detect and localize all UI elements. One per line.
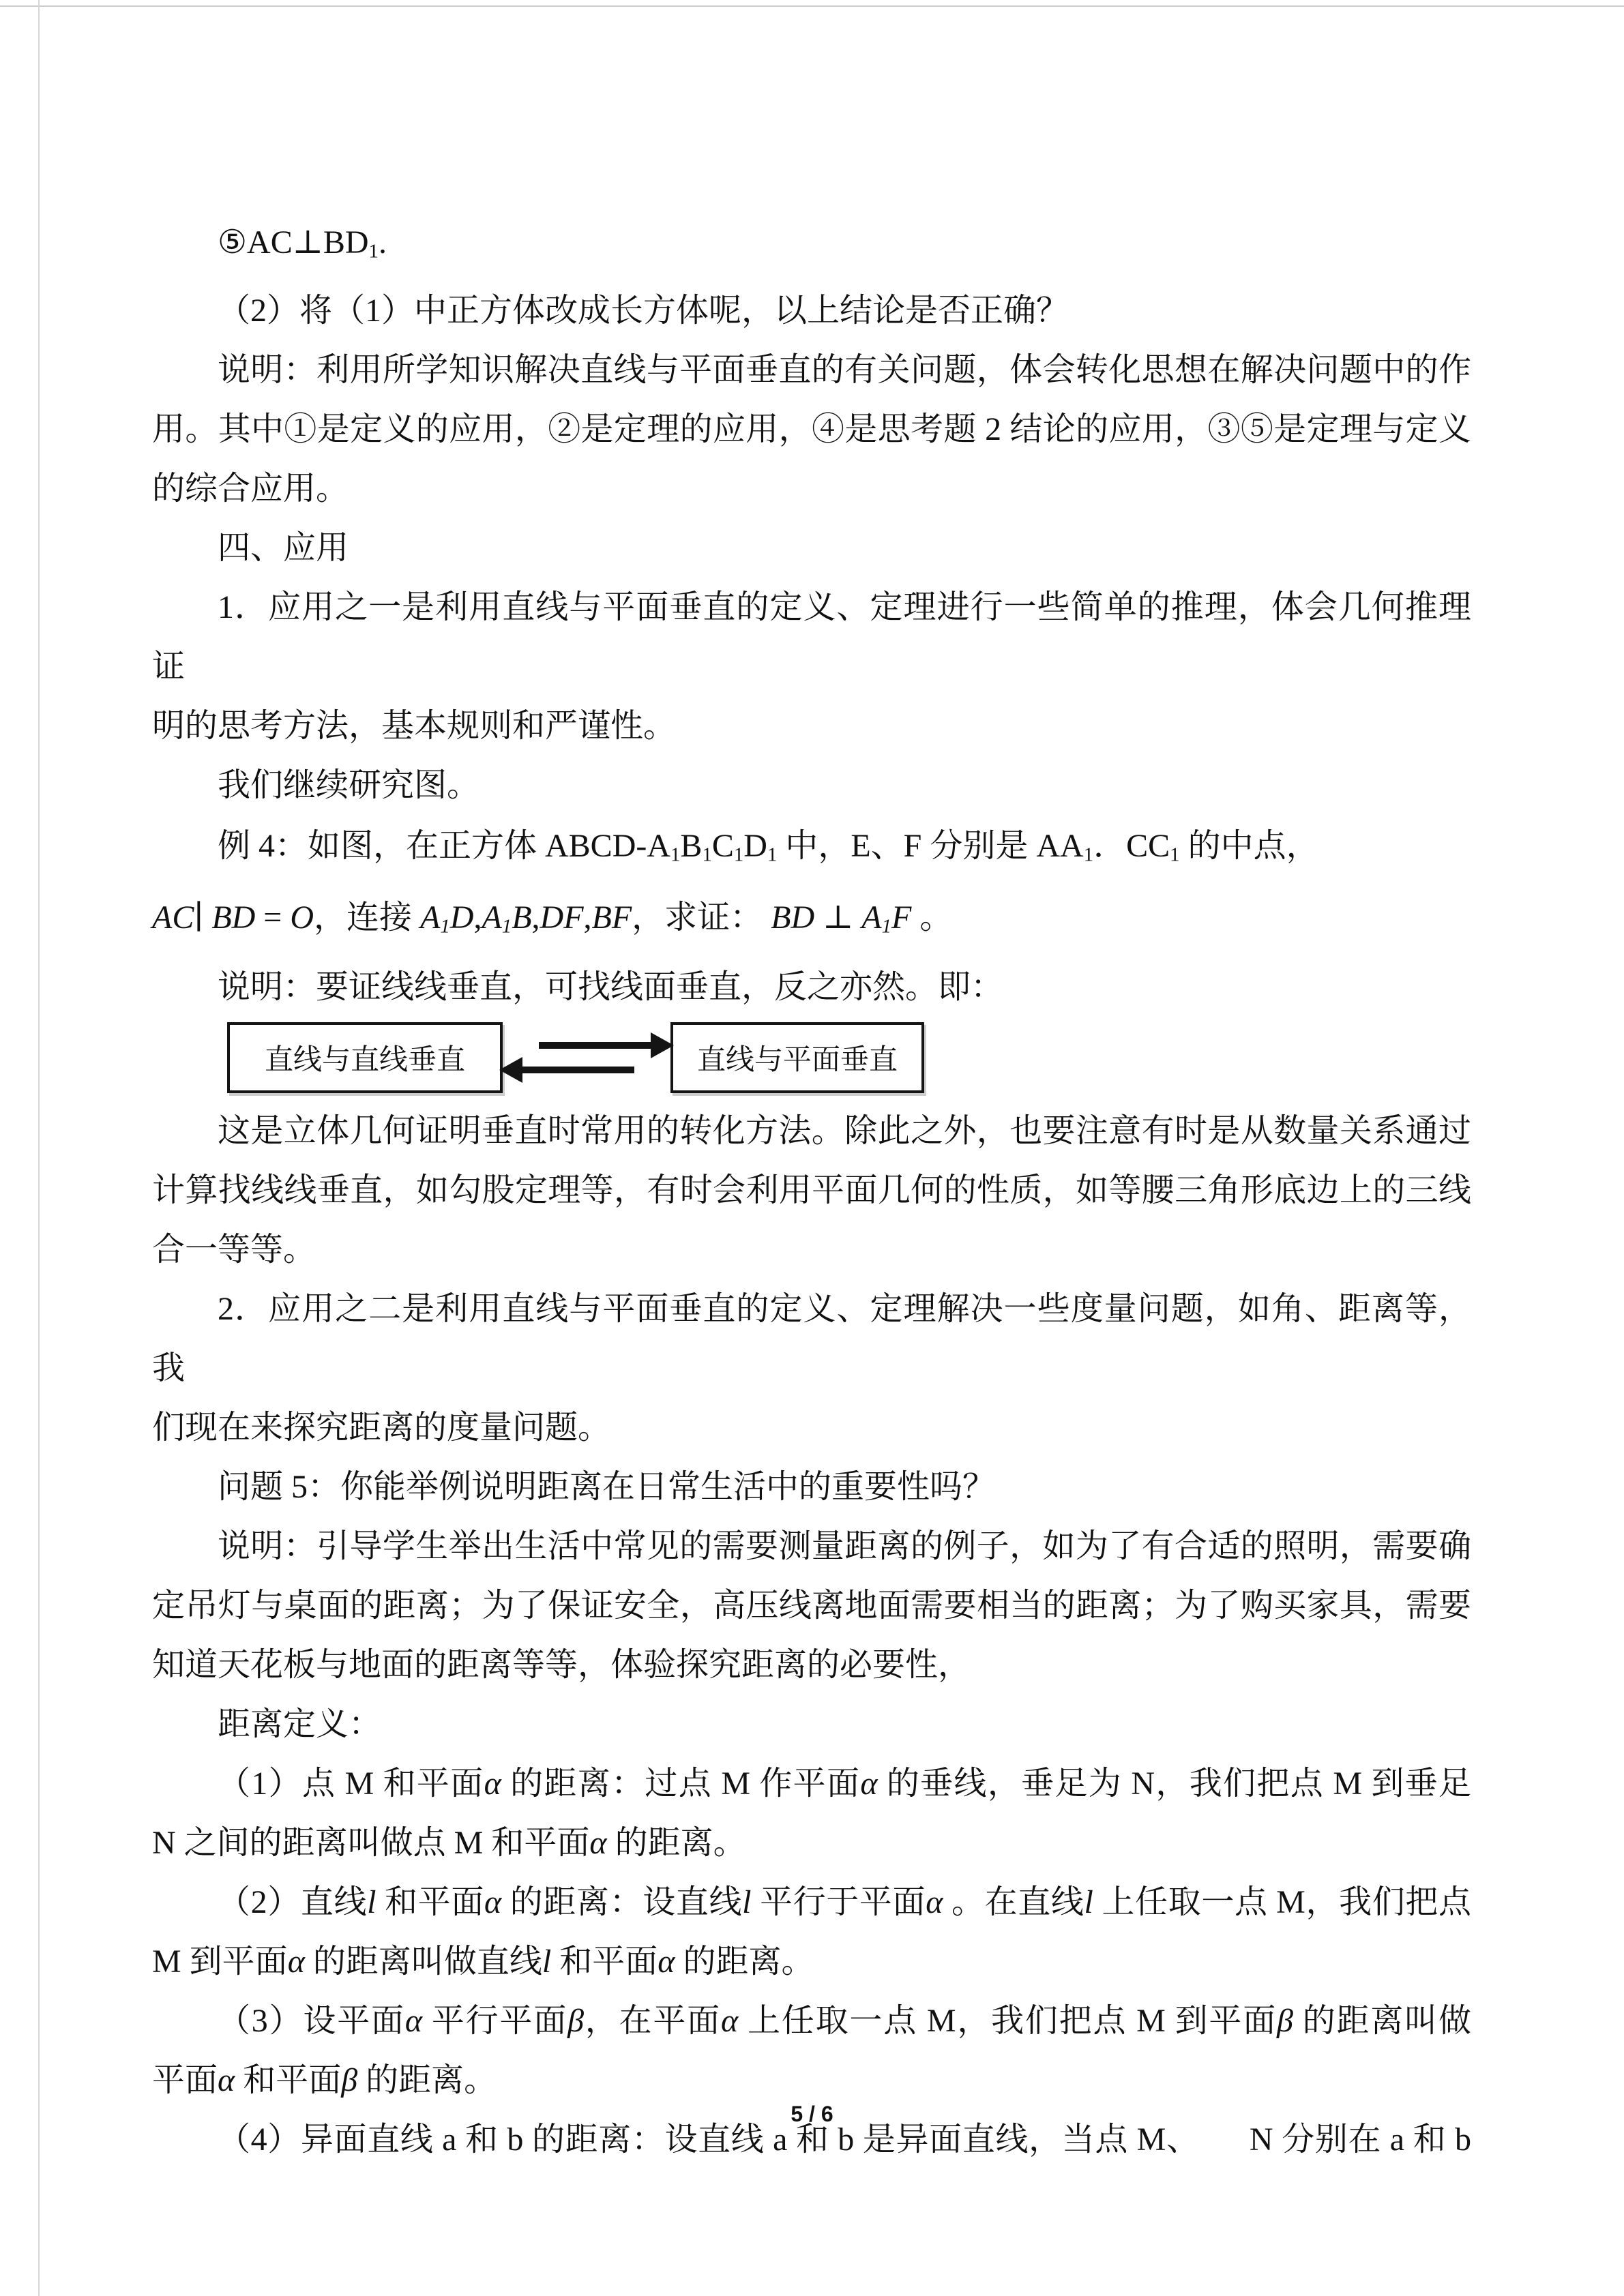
text-line <box>152 756 1471 815</box>
text-run: 定吊灯与桌面的距离；为了保证安全，高压线离地面需要相当的距离；为了购买家具，需要 <box>152 1587 1471 1624</box>
note-line <box>152 1517 1471 1576</box>
page-number: 5 / 6 <box>791 2102 833 2126</box>
flowchart <box>227 1021 1471 1094</box>
text-run: 的距离：设直线 <box>501 1883 743 1920</box>
text-run: 问题 5：你能举例说明距离在日常生活中的重要性吗？ <box>218 1468 996 1505</box>
math-run: α <box>484 1765 501 1802</box>
text-run: 距离定义： <box>218 1705 382 1742</box>
text-run: 说明：利用所学知识解决直线与平面垂直的有关问题，体会转化思想在解决问题中的作 <box>218 352 1471 389</box>
text-run: 知道天花板与地面的距离等等，体验探究距离的必要性， <box>152 1646 971 1683</box>
math-run: D <box>449 899 474 936</box>
math-run: BF <box>591 899 632 936</box>
note-line <box>152 1635 1471 1695</box>
text-run: 和平面 <box>376 1883 484 1920</box>
text-run: M 到平面 <box>152 1943 288 1980</box>
math-run: β <box>341 2061 358 2098</box>
math-run: 1 <box>1170 844 1180 866</box>
math-run: α <box>721 2002 739 2039</box>
text-run: , <box>583 899 592 936</box>
transform-note-line <box>152 1101 1471 1161</box>
text-run: 的距离叫做直线 <box>304 1943 542 1980</box>
text-run: 四、应用 <box>218 530 349 567</box>
math-run: AC <box>152 899 194 936</box>
text-run: C <box>711 828 734 865</box>
math-run: α <box>658 1943 675 1980</box>
text-run: 说明：要证线线垂直，可找线面垂直，反之亦然。即： <box>218 968 1004 1005</box>
text-run: 中，E、F 分别是 AA <box>777 828 1084 865</box>
example-4-line <box>152 815 1471 886</box>
text-run: ⊥ <box>814 899 862 936</box>
text-run: 和平面 <box>235 2061 342 2098</box>
formula-line <box>152 886 1471 957</box>
text-run: 例 4：如图，在正方体 ABCD-A <box>218 828 671 865</box>
text-run: 合一等等。 <box>152 1231 316 1268</box>
math-run: α <box>218 2061 235 2098</box>
text-run: 说明：引导学生举出生活中常见的需要测量距离的例子，如为了有合适的照明，需要确 <box>218 1527 1471 1564</box>
math-run: α <box>860 1765 878 1802</box>
question-2-line <box>152 281 1471 340</box>
math-run: l <box>1084 1883 1093 1920</box>
distance-def-1-line <box>152 1813 1471 1873</box>
flowchart-arrows <box>503 1042 670 1073</box>
right-arrow-icon <box>539 1042 652 1049</box>
problem-5-line <box>152 1457 1471 1517</box>
math-run: α <box>589 1824 607 1861</box>
conclusion-item-5-line <box>152 213 1471 281</box>
text-run: 我们继续研究图。 <box>218 767 480 804</box>
scan-edge-top <box>0 5 1624 7</box>
text-run: 2．应用之二是利用直线与平面垂直的定义、定理解决一些度量问题，如角、距离等，我 <box>152 1290 1471 1386</box>
math-run: l <box>742 1883 752 1920</box>
text-run: ∣ <box>194 899 212 936</box>
note-line <box>152 459 1471 518</box>
text-run: 。 <box>911 899 953 936</box>
note-line <box>152 957 1471 1017</box>
math-run: BD <box>771 899 815 936</box>
text-run: （2）直线 <box>218 1883 368 1920</box>
distance-def-heading <box>152 1695 1471 1754</box>
math-run: l <box>367 1883 377 1920</box>
math-run: α <box>404 2002 423 2039</box>
application-2-line <box>152 1279 1471 1398</box>
flowchart-box-line-line-perpendicular: 直线与直线垂直 <box>227 1022 503 1093</box>
distance-def-2-line <box>152 1873 1471 1932</box>
text-run: 的距离。 <box>606 1824 746 1861</box>
text-run: 和平面 <box>551 1943 658 1980</box>
text-run: ，连接 <box>314 899 421 936</box>
text-run: N 分别在 a 和 b <box>1249 2121 1471 2158</box>
note-line <box>152 1576 1471 1635</box>
text-run: 计算找线线垂直，如勾股定理等，有时会利用平面几何的性质，如等腰三角形底边上的三线 <box>152 1172 1471 1208</box>
application-2-line <box>152 1398 1471 1457</box>
math-run: α <box>484 1883 502 1920</box>
application-1-line <box>152 578 1471 696</box>
text-run: ，求证： <box>632 899 771 936</box>
text-run: 上任取一点 M，我们把点 <box>1093 1883 1471 1920</box>
math-run: β <box>1277 2002 1293 2039</box>
text-run: 的距离。 <box>357 2061 497 2098</box>
text-run: B <box>680 828 703 865</box>
math-run: α <box>287 1943 305 1980</box>
text-run: ⑤AC⊥BD <box>218 224 369 260</box>
text-run: 们现在来探究距离的度量问题。 <box>152 1409 611 1446</box>
transform-note-line <box>152 1161 1471 1220</box>
text-run: . <box>378 224 387 260</box>
note-line <box>152 340 1471 400</box>
distance-def-3-line <box>152 2051 1471 2110</box>
math-run: 1 <box>670 844 681 866</box>
text-run: 。在直线 <box>943 1883 1084 1920</box>
math-run: BD <box>211 899 256 936</box>
note-line <box>152 400 1471 459</box>
text-run: 明的思考方法，基本规则和严谨性。 <box>152 708 677 745</box>
math-run: α <box>926 1883 943 1920</box>
text-run: = <box>255 899 291 936</box>
text-run: 的中点， <box>1179 828 1319 865</box>
text-run: 的距离叫做 <box>1293 2002 1471 2039</box>
transform-note-line <box>152 1220 1471 1279</box>
text-run: （3）设平面 <box>218 2002 405 2039</box>
text-run: 平面 <box>152 2061 218 2098</box>
math-run: 1 <box>440 914 450 937</box>
math-run: 1 <box>702 844 712 866</box>
math-run: 1 <box>501 914 512 937</box>
math-run: 1 <box>767 844 778 866</box>
math-run: O <box>290 899 314 936</box>
math-run: 1 <box>1083 844 1094 866</box>
text-run: 平行于平面 <box>751 1883 926 1920</box>
left-arrow-icon <box>521 1067 634 1073</box>
math-run: A <box>861 899 882 936</box>
text-run: 平行平面 <box>422 2002 568 2039</box>
text-run: , <box>473 899 482 936</box>
text-run: D <box>743 828 767 865</box>
section-4-heading <box>152 518 1471 578</box>
application-1-line <box>152 696 1471 756</box>
text-run: （4）异面直线 a 和 b 的距离：设直线 a 和 b 是异面直线，当点 M、 <box>218 2121 1183 2158</box>
text-run: ．CC <box>1093 828 1170 865</box>
math-run: DF <box>540 899 584 936</box>
math-run: 1 <box>368 240 379 263</box>
math-run: 1 <box>881 914 892 937</box>
scan-edge-left <box>38 0 40 2296</box>
math-run: 1 <box>733 844 744 866</box>
flowchart-box-line-plane-perpendicular: 直线与平面垂直 <box>670 1022 924 1093</box>
distance-def-2-line <box>152 1932 1471 1991</box>
text-run: （2）将（1）中正方体改成长方体呢，以上结论是否正确？ <box>218 293 1069 329</box>
text-run: 这是立体几何证明垂直时常用的转化方法。除此之外，也要注意有时是从数量关系通过 <box>218 1112 1471 1149</box>
text-run: , <box>531 899 540 936</box>
text-run: ，在平面 <box>583 2002 721 2039</box>
math-run: A <box>482 899 502 936</box>
text-run: N 之间的距离叫做点 M 和平面 <box>152 1824 590 1861</box>
math-run: F <box>891 899 912 936</box>
text-run: 的垂线，垂足为 N，我们把点 M 到垂足 <box>877 1765 1471 1802</box>
text-run: 用。其中①是定义的应用，②是定理的应用，④是思考题 2 结论的应用，③⑤是定理与定义 <box>152 411 1471 448</box>
math-run: A <box>420 899 441 936</box>
math-run: l <box>542 1943 552 1980</box>
text-run: （1）点 M 和平面 <box>218 1765 484 1802</box>
math-run: B <box>512 899 532 936</box>
math-run: β <box>567 2002 584 2039</box>
text-run: 1．应用之一是利用直线与平面垂直的定义、定理进行一些简单的推理，体会几何推理证 <box>152 589 1471 685</box>
document-body <box>152 213 1471 2169</box>
text-run: 上任取一点 M，我们把点 M 到平面 <box>738 2002 1278 2039</box>
distance-def-3-line <box>152 1991 1471 2051</box>
text-run: 的综合应用。 <box>152 471 349 507</box>
distance-def-1-line <box>152 1754 1471 1813</box>
text-run: 的距离。 <box>675 1943 814 1980</box>
text-run: 的距离：过点 M 作平面 <box>501 1765 861 1802</box>
